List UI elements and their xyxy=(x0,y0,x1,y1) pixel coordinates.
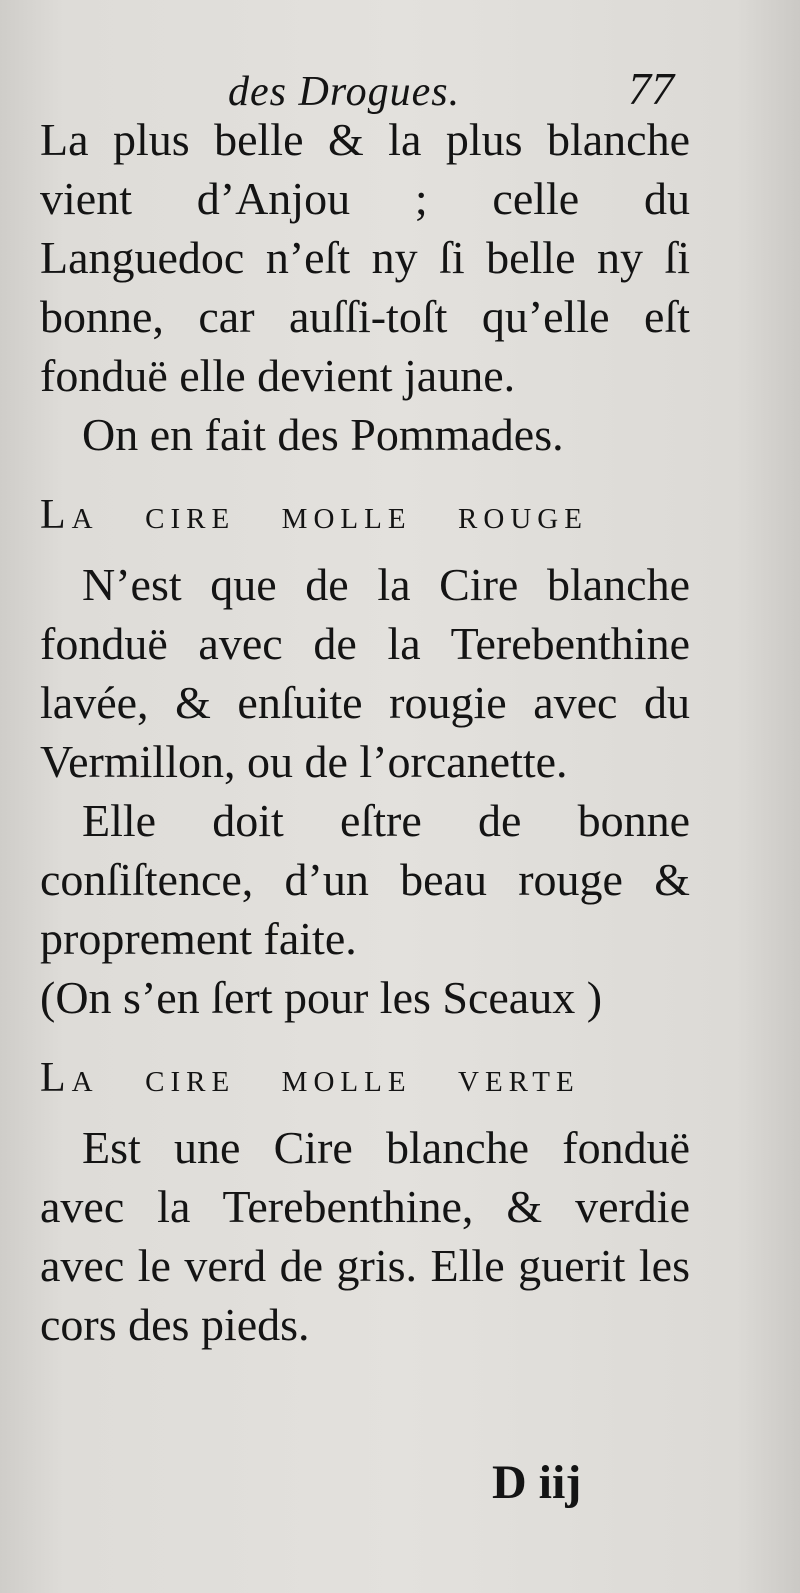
paragraph-red-wax-recipe: N’est que de la Cire blanche fonduë avec de la Terebenthine lavée, & enſuite rougie avec du Vermillon, ou de l’orcanette. xyxy=(40,559,690,787)
section-heading-green-wax: La cire molle verte xyxy=(40,1055,580,1101)
paragraph-pommades: On en fait des Pommades. xyxy=(82,409,564,460)
page-body xyxy=(40,110,690,1354)
paragraph-red-wax-use: (On s’en ſert pour les Sceaux ) xyxy=(40,972,603,1023)
paragraph-green-wax: Est une Cire blanche fonduë avec la Terebenthine, & verdie avec le verd de gris. Elle guerit les cors des pieds. xyxy=(40,1122,690,1350)
paragraph-anjou-wax: La plus belle & la plus blanche vient d’Anjou ; celle du Languedoc n’eſt ny ſi belle ny ſi bonne, car auſſi-toſt qu’elle eſt fonduë elle devient jaune. xyxy=(40,114,690,401)
running-head: des Drogues. xyxy=(228,69,461,115)
page-header xyxy=(0,58,800,118)
page-number: 77 xyxy=(628,63,674,114)
section-heading-red-wax: La cire molle rouge xyxy=(40,492,588,538)
paragraph-red-wax-quality: Elle doit eſtre de bonne conſiſtence, d’un beau rouge & proprement faite. xyxy=(40,795,690,964)
signature-mark: D iij xyxy=(492,1456,582,1509)
